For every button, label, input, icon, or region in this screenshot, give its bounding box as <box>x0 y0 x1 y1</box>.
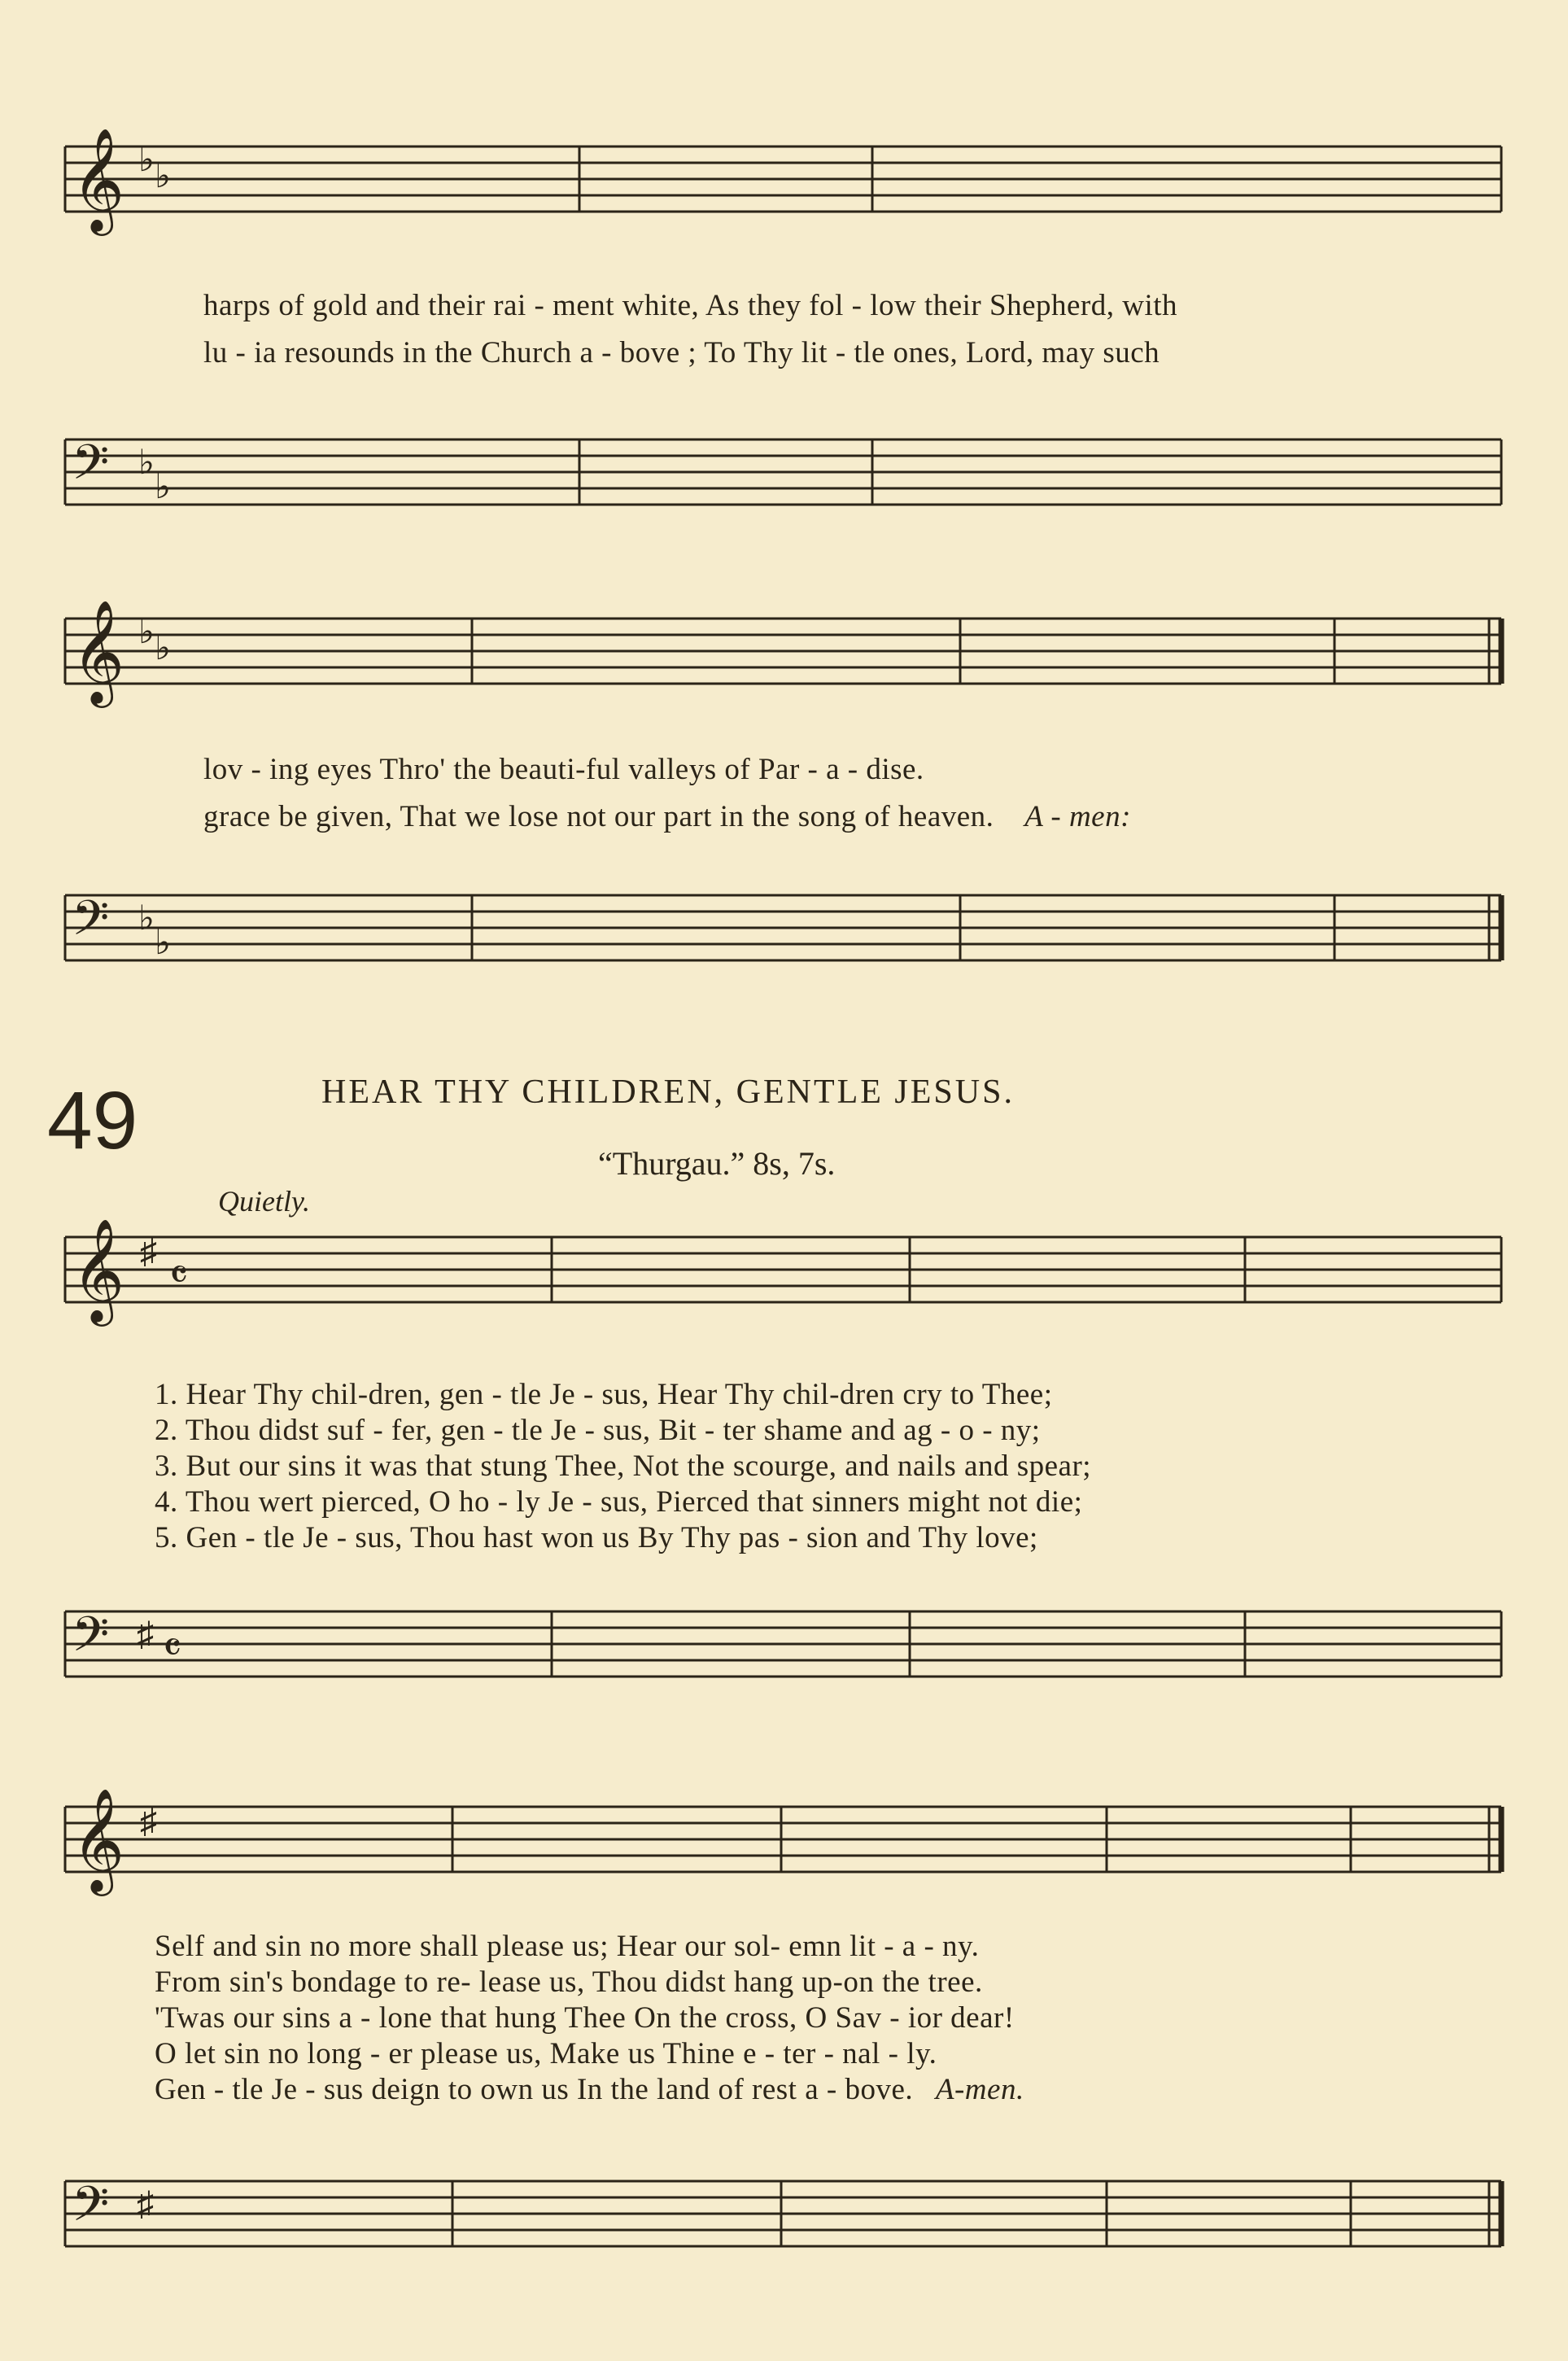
lyrics-text: grace be given, That we lose not our part in the song of heaven. <box>203 800 994 833</box>
svg-text:𝄴: 𝄴 <box>169 1251 189 1300</box>
svg-text:𝄢: 𝄢 <box>72 434 110 502</box>
lyrics-line <box>203 799 1538 834</box>
verse-line: 1. Hear Thy chil-dren, gen - tle Je - sus, Hear Thy chil-dren cry to Thee; <box>155 1378 1053 1411</box>
verse-line: 5. Gen - tle Je - sus, Thou hast won us By Thy pas - sion and Thy love; <box>155 1521 1038 1554</box>
svg-text:𝄞: 𝄞 <box>72 127 125 231</box>
verse-line: O let sin no long - er please us, Make us Thine e - ter - nal - ly. <box>155 2037 937 2070</box>
svg-text:♭: ♭ <box>155 925 171 962</box>
lyrics-line: lov - ing eyes Thro' the beauti-ful valleys of Par - a - dise. <box>203 753 924 786</box>
bass-staff-system3 <box>0 1579 1568 1725</box>
svg-text:𝄴: 𝄴 <box>163 1624 182 1672</box>
tempo-marking: Quietly. <box>218 1185 310 1218</box>
svg-text:𝄞: 𝄞 <box>72 1218 125 1322</box>
hymn-title: HEAR THY CHILDREN, GENTLE JESUS. <box>321 1073 1015 1111</box>
svg-text:♭: ♭ <box>138 444 155 482</box>
amen-text: A-men. <box>935 2073 1024 2106</box>
amen-text: A - men: <box>1024 800 1131 833</box>
svg-text:𝄢: 𝄢 <box>72 1606 110 1674</box>
verse-line: From sin's bondage to re- lease us, Thou didst hang up-on the tree. <box>155 1965 983 1999</box>
svg-text:𝄞: 𝄞 <box>72 1787 125 1891</box>
svg-text:♭: ♭ <box>138 142 155 179</box>
svg-text:♭: ♭ <box>155 158 171 195</box>
svg-text:♯: ♯ <box>140 1804 157 1841</box>
svg-text:𝄞: 𝄞 <box>72 599 125 703</box>
verse-line: 2. Thou didst suf - fer, gen - tle Je - sus, Bit - ter shame and ag - o - ny; <box>155 1414 1041 1447</box>
svg-text:𝄢: 𝄢 <box>72 2175 110 2244</box>
svg-text:♭: ♭ <box>138 900 155 938</box>
svg-text:♯: ♯ <box>140 1234 157 1271</box>
lyrics-line: harps of gold and their rai - ment white, As they fol - low their Shepherd, with <box>203 289 1178 322</box>
svg-text:♭: ♭ <box>155 469 171 506</box>
bass-staff-system1 <box>0 407 1568 553</box>
lyrics-line: lu - ia resounds in the Church a - bove ; To Thy lit - tle ones, Lord, may such <box>203 336 1160 369</box>
verse-text: Gen - tle Je - sus deign to own us In the land of rest a - bove. <box>155 2073 914 2106</box>
hymn-number: 49 <box>47 1075 138 1166</box>
tune-name: “Thurgau.” 8s, 7s. <box>598 1145 836 1182</box>
verse-line: Self and sin no more shall please us; Hear our sol- emn lit - a - ny. <box>155 1930 980 1963</box>
verse-line: 3. But our sins it was that stung Thee, Not the scourge, and nails and spear; <box>155 1449 1092 1483</box>
bass-staff-system2 <box>0 863 1568 1009</box>
treble-staff-system4 <box>0 1774 1568 1937</box>
verse-line: 'Twas our sins a - lone that hung Thee On the cross, O Sav - ior dear! <box>155 2001 1015 2035</box>
svg-text:♯: ♯ <box>137 1616 154 1654</box>
svg-text:♭: ♭ <box>138 614 155 651</box>
svg-text:𝄢: 𝄢 <box>72 890 110 958</box>
svg-text:♭: ♭ <box>155 630 171 667</box>
bass-staff-system4 <box>0 2149 1568 2295</box>
verse-line: 4. Thou wert pierced, O ho - ly Je - sus, Pierced that sinners might not die; <box>155 1485 1083 1519</box>
treble-staff-system3 <box>0 1205 1568 1367</box>
svg-text:♯: ♯ <box>137 2186 154 2223</box>
treble-staff-system2 <box>0 586 1568 749</box>
verse-line <box>155 2072 1489 2107</box>
treble-staff-system1 <box>0 122 1568 285</box>
